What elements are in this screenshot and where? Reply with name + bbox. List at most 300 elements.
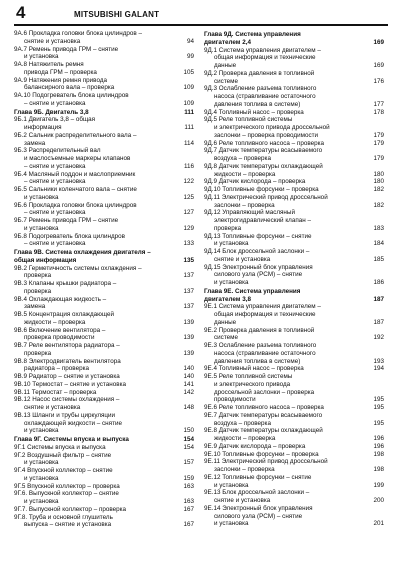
toc-entry-line: 9В.8 Электродвигатель вентилятора <box>14 357 121 365</box>
toc-entry-title <box>14 116 178 132</box>
toc-entry-line: 9А.6 Прокладка головки блока цилиндров – <box>14 30 142 37</box>
toc-entry-title <box>204 365 368 373</box>
toc-entry <box>14 506 194 514</box>
toc-page-number: 139 <box>183 349 194 357</box>
toc-entry-line: 9А.10 Подогреватель блока цилиндров <box>14 92 129 99</box>
toc-entry-line: 9Д.9 Датчик кислорода – проверка <box>204 178 306 186</box>
toc-page-number: 94 <box>186 37 194 45</box>
toc-entry-title <box>14 467 178 483</box>
toc-entry-line: жидкости – проверка <box>24 318 86 326</box>
toc-entry <box>204 365 384 373</box>
toc-entry-line: 9Д.6 Реле топливного насоса – проверка <box>204 139 325 147</box>
toc-entry-line: 9Д.10 Топливные форсунки – проверка <box>204 186 319 193</box>
toc-entry-line: общая информация и технические <box>214 54 316 62</box>
toc-entry-line: заслонки – проверка проводимости <box>214 131 318 139</box>
toc-entry-title <box>14 452 178 468</box>
toc-entry-title <box>14 436 178 444</box>
toc-page-number: 183 <box>373 224 384 232</box>
toc-entry-line: данные <box>214 318 237 326</box>
toc-entry <box>14 514 194 530</box>
toc-page-number: 195 <box>373 404 384 411</box>
toc-page-number: 109 <box>183 84 194 92</box>
toc-entry-title <box>204 288 368 304</box>
toc-entry-line: 9Г.4 Впускной коллектор – снятие <box>14 467 113 474</box>
toc-entry-title <box>204 427 368 443</box>
toc-page-number: 186 <box>373 279 384 286</box>
toc-entry-title <box>204 404 368 412</box>
toc-entry-line: Глава 9Е. Система управления <box>204 287 301 295</box>
toc-entry <box>14 217 194 233</box>
toc-page-number: 199 <box>373 481 384 489</box>
toc-entry <box>14 171 194 187</box>
toc-entry-line: 9В.6 Включение вентилятора – <box>14 326 106 334</box>
toc-entry-title <box>14 506 178 514</box>
toc-page-number: 137 <box>183 303 194 311</box>
toc-entry <box>204 474 384 490</box>
toc-page-number: 114 <box>183 139 194 147</box>
toc-entry-line: 9В.7 Реле вентилятора радиатора – <box>14 342 120 349</box>
toc-entry-line: 9В.2 Герметичность системы охлаждения – <box>14 264 142 272</box>
toc-entry-line: – снятие и установка <box>24 240 86 248</box>
toc-entry <box>204 327 384 343</box>
toc-page-number: 116 <box>183 162 194 170</box>
toc-entry-title <box>204 458 368 474</box>
toc-entry-line: 9Б.6 Прокладка головки блока цилиндров <box>14 201 137 209</box>
toc-entry-line: снятие и установка <box>24 404 81 411</box>
toc-entry-line: 9Е.12 Топливные форсунки – снятие <box>204 473 312 481</box>
toc-entry-title <box>204 209 368 232</box>
toc-entry-line: – снятие и установка <box>24 178 86 186</box>
toc-entry-line: давления топлива в системе) <box>214 357 301 365</box>
toc-entry-line: – снятие и установка <box>24 99 86 107</box>
toc-page-number: 185 <box>373 255 384 263</box>
toc-entry-title <box>204 194 368 210</box>
book-title: MITSUBISHI GALANT <box>74 10 160 19</box>
toc-page-number: 105 <box>183 68 194 76</box>
toc-entry-title <box>14 311 178 327</box>
toc-entry-line: 9Е.10 Топливные форсунки – проверка <box>204 450 319 458</box>
toc-entry-line: 9В.3 Клапаны крышки радиатора – <box>14 280 117 287</box>
toc-entry <box>204 209 384 232</box>
toc-entry-line: привода ГРМ – проверка <box>24 68 97 76</box>
toc-entry <box>14 490 194 506</box>
toc-page-number: 125 <box>183 193 194 201</box>
toc-entry-line: 9Г.1 Системы впуска и выпуска <box>14 443 106 451</box>
toc-entry-line: силового узла (PCM) – снятие <box>214 271 303 279</box>
toc-entry <box>14 77 194 93</box>
toc-entry-line: заслонки – проверка <box>214 201 275 209</box>
toc-entry-title <box>14 186 178 202</box>
toc-entry <box>14 30 194 46</box>
toc-entry-line: и установка <box>24 498 59 505</box>
toc-entry-line: 9А.8 Натяжитель ремня <box>14 61 84 68</box>
toc-entry-line: проводимости <box>214 396 256 404</box>
toc-entry-line: 9Е.2 Проверка давления в топливной <box>204 326 315 334</box>
toc-left-column <box>14 30 194 529</box>
toc-entry <box>14 327 194 343</box>
toc-entry-line: 9В.13 Шланги и трубы циркуляции <box>14 411 116 419</box>
page-number: 4 <box>16 3 26 22</box>
toc-entry <box>204 303 384 326</box>
toc-entry-line: проверка <box>24 287 52 295</box>
toc-page-number: 187 <box>373 295 384 303</box>
toc-page-number: 139 <box>183 334 194 342</box>
toc-entry <box>204 443 384 451</box>
toc-entry-line: 9В.4 Охлаждающая жидкость – <box>14 295 107 303</box>
toc-entry-line: 9Д.7 Датчик температуры всасываемого <box>204 147 323 155</box>
toc-entry-title <box>204 186 368 194</box>
toc-right-column <box>204 30 384 528</box>
toc-entry-title <box>204 31 368 47</box>
toc-entry <box>14 46 194 62</box>
toc-entry <box>14 132 194 148</box>
toc-entry <box>14 296 194 312</box>
toc-entry-line: 9Е.4 Топливный насос – проверка <box>204 365 304 373</box>
toc-page-number: 198 <box>373 450 384 458</box>
toc-page-number: 201 <box>373 520 384 528</box>
toc-entry <box>14 265 194 281</box>
toc-entry-line: проверка <box>24 349 52 357</box>
toc-entry-line: 9Г.8. Труба и основной глушитель <box>14 513 113 521</box>
toc-entry-line: и установка <box>24 459 59 467</box>
toc-page-number: 195 <box>373 419 384 427</box>
toc-entry-line: дроссельной заслонки – проверка <box>214 388 315 396</box>
toc-entry-title <box>204 303 368 326</box>
toc-entry-line: и установка <box>24 474 59 482</box>
toc-entry <box>204 264 384 287</box>
toc-page-number: 167 <box>183 521 194 529</box>
toc-entry-title <box>14 217 178 233</box>
toc-entry-line: 9Е.1 Система управления двигателем – <box>204 303 321 311</box>
toc-entry <box>14 396 194 412</box>
toc-page-number: 192 <box>373 334 384 342</box>
toc-page-number: 135 <box>183 256 194 264</box>
toc-entry <box>14 444 194 452</box>
toc-entry-line: двигателем 2,4 <box>204 38 251 46</box>
toc-entry <box>204 427 384 443</box>
toc-entry-line: 9В.11 Термостат – проверка <box>14 388 97 396</box>
toc-chapter-heading <box>14 249 194 265</box>
toc-page-number: 140 <box>183 373 194 380</box>
toc-entry <box>204 178 384 186</box>
toc-entry-line: 9Д.15 Электронный блок управления <box>204 263 313 271</box>
toc-entry <box>14 202 194 218</box>
toc-entry-line: проверка проводимости <box>24 334 95 342</box>
toc-page-number: 196 <box>373 435 384 442</box>
toc-entry-line: двигателем 3,8 <box>204 295 251 303</box>
toc-entry <box>204 70 384 86</box>
toc-entry <box>204 248 384 264</box>
toc-entry-title <box>14 373 178 381</box>
toc-entry-line: электрогидравлический клапан – <box>214 217 311 224</box>
toc-entry <box>14 147 194 170</box>
toc-entry-line: 9В.9 Радиатор – снятие и установка <box>14 373 120 380</box>
toc-entry-line: 9Б.1 Двигатель 3,8 – общая <box>14 116 96 124</box>
toc-entry-line: 9Д.13 Топливные форсунки – снятие <box>204 232 312 240</box>
toc-entry <box>14 389 194 397</box>
toc-page-number: 154 <box>183 443 194 451</box>
toc-entry <box>204 404 384 412</box>
toc-entry-line: 9Д.5 Реле топливной системы <box>204 116 293 124</box>
toc-entry-title <box>204 373 368 404</box>
toc-page-number: 157 <box>183 459 194 467</box>
toc-entry <box>14 311 194 327</box>
toc-page-number: 122 <box>183 178 194 186</box>
toc-entry-line: системе <box>214 77 238 85</box>
toc-entry-line: 9Д.12 Управляющий масляный <box>204 209 295 217</box>
toc-entry-title <box>14 490 178 506</box>
toc-entry <box>204 373 384 404</box>
toc-page-number: 127 <box>183 209 194 217</box>
toc-entry-title <box>14 412 178 435</box>
toc-entry-line: 9Е.9 Датчик кислорода – проверка <box>204 442 306 450</box>
toc-entry-title <box>14 280 178 296</box>
toc-page-number: 141 <box>183 380 194 388</box>
toc-page-number: 198 <box>373 466 384 473</box>
toc-entry-title <box>204 412 368 428</box>
toc-entry-title <box>204 147 368 163</box>
toc-entry <box>14 61 194 77</box>
toc-page-number: 154 <box>183 436 194 443</box>
toc-entry-line: 9Г.5 Впускной коллектор – проверка <box>14 482 120 490</box>
header-rule <box>14 24 388 26</box>
toc-entry-line: жидкости – проверка <box>214 170 276 178</box>
toc-entry-line: радиатора – проверка <box>24 365 89 373</box>
toc-entry <box>204 342 384 365</box>
toc-entry-line: и электрического привода <box>214 380 291 388</box>
toc-entry <box>204 85 384 108</box>
toc-entry-line: замена <box>24 303 46 311</box>
toc-entry-line: и установка <box>24 427 59 435</box>
toc-entry-line: охлаждающей жидкости – снятие <box>24 419 122 427</box>
toc-page-number: 182 <box>373 186 384 193</box>
toc-entry-title <box>14 30 178 46</box>
toc-entry-line: воздуха – проверка <box>214 155 271 162</box>
toc-entry <box>14 92 194 108</box>
toc-entry-title <box>204 342 368 365</box>
toc-entry-line: 9Г.7. Выпускной коллектор – проверка <box>14 505 127 513</box>
toc-page-number: 187 <box>373 318 384 326</box>
toc-entry-line: 9В.10 Термостат – снятие и установка <box>14 380 126 388</box>
toc-entry-line: и электрического привода дроссельной <box>214 124 330 131</box>
toc-entry-line: данные <box>214 62 237 69</box>
toc-entry <box>14 116 194 132</box>
toc-entry-title <box>204 85 368 108</box>
toc-entry-line: 9Д.3 Ослабление разъема топливного <box>204 85 317 93</box>
toc-page-number: 176 <box>373 77 384 85</box>
toc-page-number: 129 <box>183 224 194 232</box>
toc-entry-title <box>14 327 178 343</box>
toc-entry <box>204 147 384 163</box>
toc-entry-line: 9Е.6 Реле топливного насоса – проверка <box>204 404 324 411</box>
toc-entry-title <box>14 77 178 93</box>
toc-page-number: 193 <box>373 357 384 365</box>
toc-page-number: 167 <box>183 505 194 513</box>
toc-entry-line: 9Е.14 Электронный блок управления <box>204 504 313 512</box>
toc-entry-title <box>14 265 178 281</box>
toc-entry-line: 9Б.7 Ремень привода ГРМ – снятие <box>14 217 119 224</box>
toc-entry-line: снятие и установка <box>214 255 271 263</box>
toc-entry-line: 9А.7 Ремень привода ГРМ – снятие <box>14 45 119 53</box>
toc-page-number: 184 <box>373 240 384 248</box>
toc-page-number: 179 <box>373 155 384 162</box>
toc-page-number: 99 <box>186 53 194 61</box>
toc-entry-line: 9Д.8 Датчик температуры охлаждающей <box>204 162 323 170</box>
toc-page-number: 140 <box>183 365 194 373</box>
toc-entry-line: и установка <box>24 53 59 61</box>
toc-page-number: 169 <box>373 38 384 46</box>
toc-entry-line: 9Е.11 Электрический привод дроссельной <box>204 458 328 466</box>
toc-entry-title <box>14 389 178 397</box>
toc-entry <box>14 233 194 249</box>
toc-entry-title <box>14 514 178 530</box>
toc-entry-title <box>14 396 178 412</box>
toc-entry-line: – снятие и установка <box>24 162 86 170</box>
toc-entry-line: общая информация и технические <box>214 311 316 318</box>
toc-page-number: 180 <box>373 170 384 178</box>
toc-entry-line: 9Г.6. Выпускной коллектор – снятие <box>14 490 119 498</box>
toc-entry-line: 9А.9 Натяжения ремня привода <box>14 76 107 84</box>
toc-entry-line: 9Д.4 Топливный насос – проверка <box>204 108 304 116</box>
toc-page-number: 196 <box>373 442 384 450</box>
toc-entry-line: информация <box>24 124 62 131</box>
toc-entry-line: 9Д.1 Система управления двигателем – <box>204 46 321 54</box>
toc-entry <box>14 373 194 381</box>
toc-entry-line: и маслосъемные маркеры клапанов <box>24 155 131 162</box>
toc-entry <box>14 467 194 483</box>
toc-entry-title <box>204 264 368 287</box>
toc-entry-line: 9Б.4 Масляный поддон и маслоприемник <box>14 170 136 178</box>
toc-entry <box>204 489 384 505</box>
toc-entry-line: Глава 9Г. Системы впуска и выпуска <box>14 436 129 443</box>
toc-entry <box>204 116 384 139</box>
toc-entry-line: 9Б.2 Сальник распределительного вала – <box>14 131 137 139</box>
toc-page-number: 200 <box>373 497 384 504</box>
toc-entry-line: и установка <box>214 481 249 489</box>
toc-entry <box>204 505 384 528</box>
toc-entry <box>204 412 384 428</box>
toc-chapter-heading <box>14 436 194 444</box>
toc-entry-line: общая информация <box>14 256 77 264</box>
toc-entry-title <box>14 358 178 374</box>
toc-page-number: 109 <box>183 99 194 107</box>
toc-entry-line: и установка <box>214 520 249 528</box>
toc-entry-line: и установка <box>24 193 59 201</box>
toc-page-number: 111 <box>184 124 194 131</box>
toc-chapter-heading <box>204 31 384 47</box>
toc-entry-line: 9Д.2 Проверка давления в топливной <box>204 69 315 77</box>
toc-entry <box>14 452 194 468</box>
toc-entry-line: давления топлива в системе) <box>214 100 301 108</box>
toc-entry-line: замена <box>24 139 46 147</box>
toc-entry-line: Глава 9Б. Двигатель 3,8 <box>14 108 89 116</box>
toc-entry-line: насоса (стравливание остаточного <box>214 93 316 100</box>
toc-entry <box>204 47 384 70</box>
toc-entry-title <box>14 132 178 148</box>
toc-entry-title <box>14 381 178 389</box>
toc-entry <box>14 358 194 374</box>
toc-entry-line: Глава 9В. Система охлаждения двигателя – <box>14 249 151 256</box>
toc-page-number: 148 <box>183 404 194 411</box>
toc-entry-line: 9Е.7 Датчик температуры всасываемого <box>204 411 323 419</box>
toc-page-number: 163 <box>183 482 194 490</box>
toc-page-number: 179 <box>373 131 384 139</box>
toc-entry-title <box>204 140 368 148</box>
toc-entry-line: насоса (стравливание остаточного <box>214 349 316 357</box>
toc-chapter-heading <box>204 288 384 304</box>
toc-page-number: 180 <box>373 178 384 186</box>
toc-page-number: 169 <box>373 62 384 69</box>
toc-entry-title <box>204 443 368 451</box>
toc-entry-line: выпуска – снятие и установка <box>24 521 112 529</box>
toc-page-number: 111 <box>184 108 194 116</box>
toc-entry-line: 9Б.8 Подогреватель блока цилиндров <box>14 232 125 240</box>
toc-entry-line: проверка <box>24 272 52 280</box>
toc-entry-title <box>14 342 178 358</box>
toc-entry-line: 9Е.5 Реле топливной системы <box>204 373 293 380</box>
toc-entry-line: 9Б.3 Распределительный вал <box>14 147 101 155</box>
toc-entry-line: – снятие и установка <box>24 209 86 217</box>
toc-entry-title <box>204 505 368 528</box>
toc-entry-title <box>204 70 368 86</box>
toc-entry-line: 9Д.14 Блок дроссельной заслонки – <box>204 248 310 255</box>
toc-page-number: 139 <box>183 318 194 326</box>
toc-page-number: 177 <box>373 100 384 108</box>
toc-entry-line: 9Г.2 Воздушный фильтр – снятие <box>14 451 112 459</box>
toc-entry <box>14 381 194 389</box>
toc-entry-line: проверка <box>214 224 242 232</box>
toc-entry-line: балансирного вала – проверка <box>24 84 115 92</box>
toc-entry <box>204 186 384 194</box>
toc-entry-title <box>204 474 368 490</box>
toc-entry-title <box>204 178 368 186</box>
toc-page-number: 137 <box>183 287 194 295</box>
toc-entry-line: снятие и установка <box>214 497 271 504</box>
toc-entry <box>204 194 384 210</box>
toc-entry-line: Глава 9Д. Система управления <box>204 31 301 38</box>
toc-entry-line: воздуха – проверка <box>214 419 271 427</box>
toc-entry-line: заслонки – проверка <box>214 466 275 473</box>
toc-entry-title <box>204 47 368 70</box>
toc-page-number: 159 <box>183 474 194 482</box>
toc-entry <box>14 342 194 358</box>
toc-entry-title <box>204 116 368 139</box>
toc-entry-line: 9Е.13 Блок дроссельной заслонки – <box>204 489 310 497</box>
toc-page-number: 178 <box>373 108 384 116</box>
toc-entry <box>14 186 194 202</box>
toc-entry-line: и установка <box>214 240 249 248</box>
toc-entry-title <box>204 248 368 264</box>
toc-page-number: 194 <box>373 365 384 373</box>
toc-entry-title <box>14 46 178 62</box>
toc-entry-line: 9Б.5 Сальники коленчатого вала – снятие <box>14 186 137 193</box>
toc-entry-line: снятие и установка <box>24 37 81 45</box>
toc-entry <box>14 280 194 296</box>
toc-entry-title <box>14 92 178 108</box>
toc-entry-line: 9Е.3 Ослабление разъема топливного <box>204 342 317 349</box>
toc-entry <box>204 233 384 249</box>
toc-page-number: 195 <box>373 396 384 404</box>
toc-entry-title <box>14 444 178 452</box>
toc-page-number: 182 <box>373 201 384 209</box>
toc-page-number: 150 <box>183 427 194 435</box>
toc-entry-line: 9В.5 Концентрация охлаждающей <box>14 311 115 318</box>
toc-entry <box>204 140 384 148</box>
toc-entry-title <box>204 163 368 179</box>
toc-page-number: 179 <box>373 139 384 147</box>
toc-entry-title <box>204 489 368 505</box>
toc-entry-line: системе <box>214 334 238 342</box>
